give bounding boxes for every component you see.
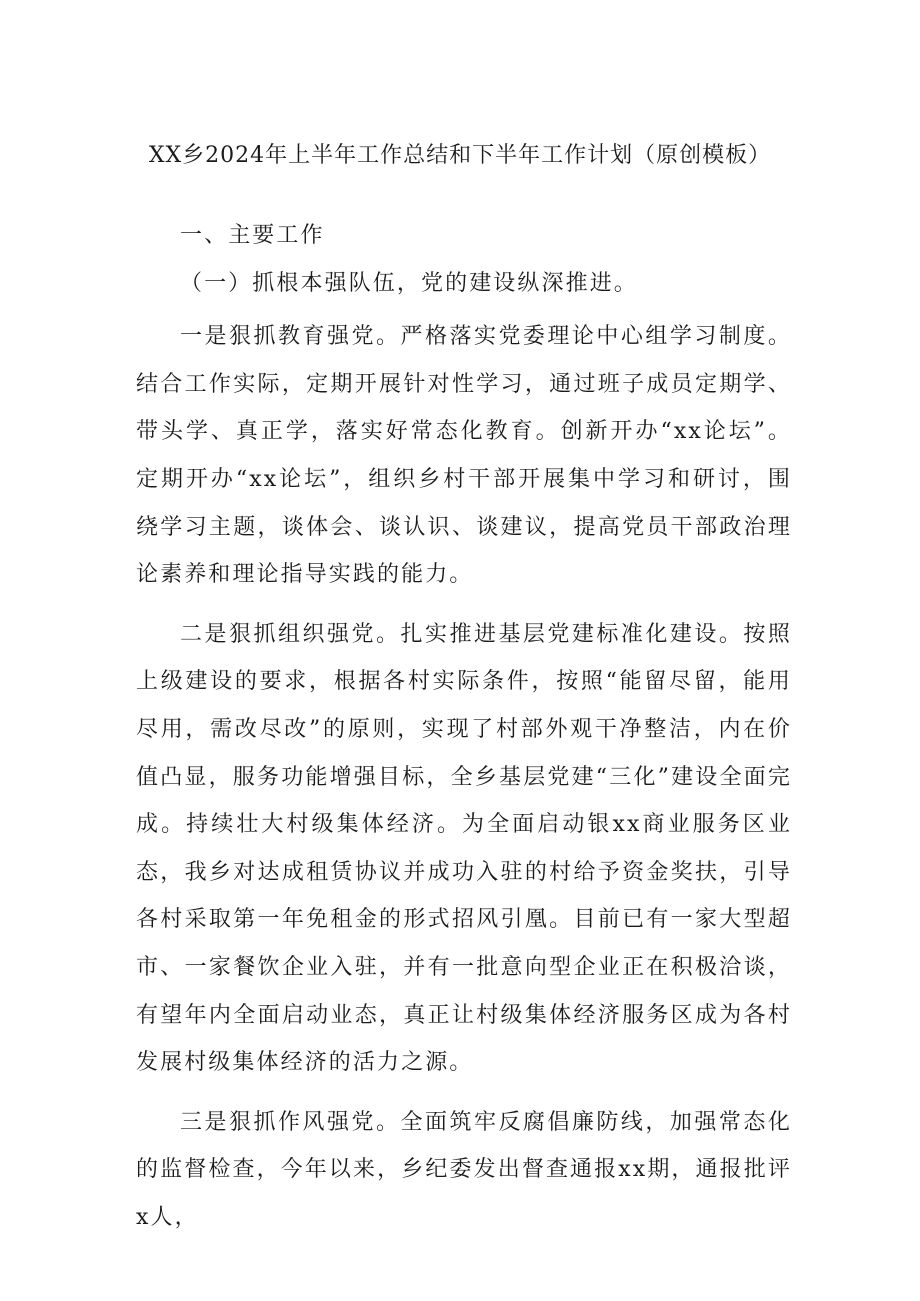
section-heading: 一、主要工作 [180,223,325,248]
paragraph-education: 一是狠抓教育强党。严格落实党委理论中心组学习制度。结合工作实际，定期开展针对性学习，通过班子成员定期学、带头学、真正学，落实好常态化教育。创新开办“xx论坛”。定期开办“xx论坛”，组织乡村干部开展集中学习和研讨，围绕学习主题，谈体会、谈认识、谈建议，提高党员干部政治理论素养和理论指导实践的能力。 [136,324,792,588]
paragraph-organization: 二是狠抓组织强党。扎实推进基层党建标准化建设。按照上级建设的要求，根据各村实际条件，按照“能留尽留，能用尽用，需改尽改”的原则，实现了村部外观干净整洁，内在价值凸显，服务功能增强目标，全乡基层党建“三化”建设全面完成。持续壮大村级集体经济。为全面启动银xx商业服务区业态，我乡对达成租赁协议并成功入驻的村给予资金奖扶，引导各村采取第一年免租金的形式招风引凰。目前已有一家大型超市、一家餐饮企业入驻，并有一批意向型企业正在积极洽谈，有望年内全面启动业态，真正让村级集体经济服务区成为各村发展村级集体经济的活力之源。 [136,621,792,1076]
document-title: XX乡2024年上半年工作总结和下半年工作计划（原创模板） [148,143,772,168]
subsection-heading: （一）抓根本强队伍，党的建设纵深推进。 [180,270,638,296]
paragraph-conduct: 三是狠抓作风强党。全面筑牢反腐倡廉防线，加强常态化的监督检查，今年以来，乡纪委发出督查通报xx期，通报批评x人， [136,1109,792,1230]
document-body [136,212,792,1241]
